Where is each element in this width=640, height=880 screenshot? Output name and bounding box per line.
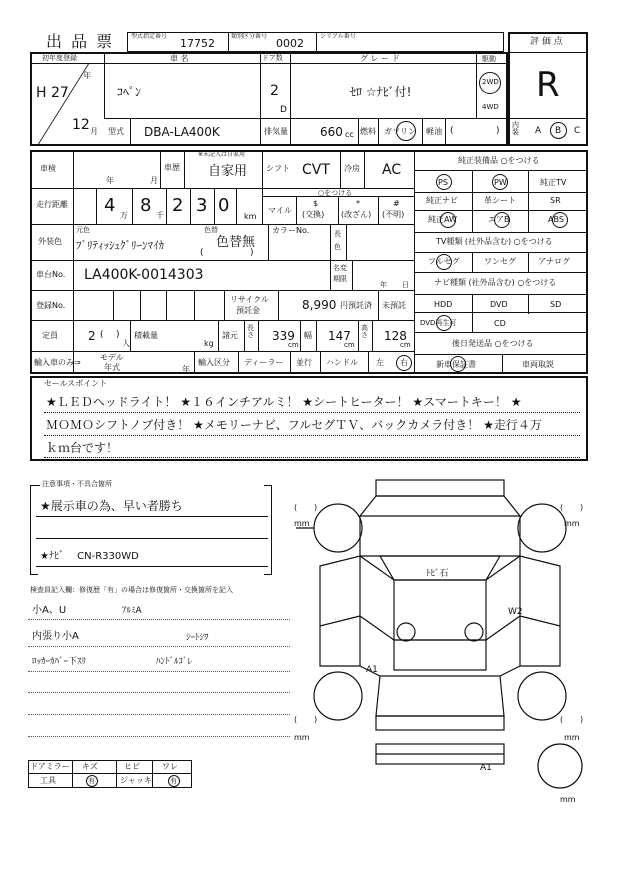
color-number-label: カラーNo.: [272, 226, 310, 235]
mileage-digit-3: 2: [172, 195, 184, 216]
equip-leather: 革シート: [484, 196, 516, 205]
rear-window: [394, 640, 486, 670]
mark-roof-stone-chip: ﾄﾋﾞ石: [426, 569, 449, 579]
unknown-label: (不明): [382, 210, 405, 219]
import-label: 輸入車のみ⇒: [34, 358, 81, 367]
roof: [394, 580, 486, 640]
left-mirror: [397, 623, 415, 641]
inspector-line-3a: ﾛｯｶｰｶﾊﾞｰ下ｽﾘ: [32, 657, 87, 667]
legend-tools-yes-circle: [86, 775, 98, 787]
capacity: 2: [88, 329, 96, 343]
equip-aw: 純正AW: [428, 215, 457, 224]
mile-label: マイル: [268, 206, 292, 215]
legend-scratch: キズ: [82, 762, 98, 771]
handle-left: 左: [376, 358, 384, 367]
import-dealer: ディーラー: [244, 358, 284, 367]
mileage-unit: km: [244, 212, 257, 221]
capacity-unit: 人: [122, 339, 130, 348]
equip-navi: 純正ナビ: [426, 196, 458, 205]
fuel-other-open: (: [450, 126, 454, 136]
model-code: DBA-LA400K: [144, 125, 220, 139]
inspector-label: 検査員記入欄：修復歴「有」の場合は修復箇所・交換箇所を記入: [30, 586, 233, 594]
usage: 自家用: [208, 164, 248, 179]
first-reg-year: H 27: [36, 85, 69, 101]
legend-jack: ジャッキ: [120, 776, 152, 785]
color-char-2: 色: [334, 243, 341, 251]
serial-label: シリアル番号: [320, 33, 356, 40]
capacity-paren-open: (: [100, 330, 104, 340]
model-year-unit: 年: [182, 365, 190, 374]
color-char-1: 長: [334, 230, 341, 238]
tire-mm-fr: mm: [564, 519, 580, 528]
mileage-digit-5: 0: [218, 195, 230, 216]
fuel-gasoline: ガソリン: [384, 127, 416, 136]
first-registration-label: 初年度登録: [42, 54, 77, 62]
legend-jack-yes-circle: [168, 775, 180, 787]
car-name-label: 車 名: [170, 54, 189, 63]
registration-label: 登録No.: [36, 301, 66, 310]
tire-bracket-fr-close: ): [580, 503, 584, 512]
sales-point-line-2: ＭＯＭＯシフトノブ付き！ ★メモリーナビ、フルセグＴＶ、バックカメラ付き！ ★走行４万: [46, 418, 542, 432]
inspector-line-3b: ﾊﾝﾄﾞﾙｺﾞﾚ: [156, 657, 193, 667]
load-label: 積載量: [134, 331, 158, 340]
later-shipment-title: 後日発送品 ○をつける: [452, 339, 534, 348]
category-number: 0002: [276, 37, 304, 50]
first-reg-month: 12: [72, 117, 90, 133]
displacement-unit: cc: [345, 130, 354, 139]
navi-hdd: HDD: [434, 300, 453, 309]
handle-right-circle: [396, 355, 412, 371]
tire-bracket-fl-open: (: [294, 503, 298, 512]
fuel-gasoline-circle: [396, 121, 416, 141]
mileage-digit-2: 8: [140, 195, 152, 216]
later-warranty-circle: [450, 356, 466, 372]
mileage-sen: 千: [156, 211, 164, 220]
mileage-digit-1: 4: [104, 195, 116, 216]
height-value: 128: [384, 329, 407, 343]
name-change-year-unit: 年: [380, 281, 387, 289]
mileage-label: 走行距離: [36, 200, 68, 209]
width-value: 147: [328, 329, 351, 343]
equip-ps: PS: [438, 178, 448, 187]
capacity-paren-close: ): [116, 330, 120, 340]
tv-oneseg: ワンセグ: [484, 257, 516, 266]
equipment-title: 純正装備品 ○をつける: [458, 156, 540, 165]
interior-c: C: [574, 126, 581, 136]
tv-type-title: TV種類 (社外品含む) ○をつける: [436, 237, 553, 246]
interior-b-circle: [550, 122, 567, 139]
tamper-label: (改ざん): [341, 210, 372, 219]
exchange-symbol: $: [313, 199, 319, 208]
right-front-door: [520, 556, 560, 626]
navi-dvd-play-circle: [436, 315, 452, 331]
wheel-rear-left: [314, 672, 362, 720]
fuel-other-close: ): [496, 126, 500, 136]
chassis-label: 車台No.: [36, 270, 66, 279]
front-bumper: [376, 480, 504, 496]
sales-point-line-3: ｋｍ台です！: [46, 441, 119, 455]
usage-note: ※未記入は自家用: [198, 151, 246, 158]
later-manual: 車両取説: [522, 360, 554, 369]
width-label: 幅: [304, 331, 312, 340]
color-change-label: 色替: [204, 226, 218, 234]
usage-label: 車歴: [164, 163, 180, 172]
trunk: [376, 676, 504, 716]
equip-abs: ABS: [548, 215, 564, 224]
equip-sr: SR: [550, 196, 561, 205]
tire-mm-fl: mm: [294, 519, 310, 528]
capacity-label: 定員: [42, 331, 58, 340]
size-label: 諸元: [222, 331, 238, 340]
tv-analog: アナログ: [538, 257, 570, 266]
rear-quarter: [360, 616, 520, 676]
left-front-door: [320, 556, 360, 626]
import-category-label: 輸入区分: [198, 358, 230, 367]
door-type: D: [280, 105, 287, 115]
drive-2wd-circle: [479, 72, 501, 94]
equip-pw-circle: [492, 174, 508, 190]
not-deposited: 未預託: [382, 301, 406, 310]
model-code-label: 型式: [108, 127, 124, 136]
recycle-label-2: 預託金: [236, 306, 260, 315]
width-unit: cm: [344, 341, 355, 349]
tire-mm-spare: mm: [560, 795, 576, 804]
wheel-rear-right: [518, 672, 566, 720]
tv-fullseg-circle: [436, 254, 452, 270]
tire-bracket-fr-open: (: [560, 503, 564, 512]
right-mirror: [465, 623, 483, 641]
model-designation-number: 17752: [180, 37, 215, 50]
notes-line-1: ★展示車の為、早い者勝ち: [40, 499, 183, 513]
name-change-label-1: 名変: [333, 264, 347, 272]
fuel-label: 燃料: [360, 127, 376, 136]
inspector-line-1a: 小A、U: [32, 605, 67, 616]
navi-type-title: ナビ種類 (社外品含む) ○をつける: [434, 278, 557, 287]
first-reg-year-unit: 年: [83, 71, 91, 80]
length-unit: cm: [288, 341, 299, 349]
category-label: 類別区分番号: [231, 33, 268, 40]
model-year-label-2: 年式: [104, 363, 120, 372]
car-damage-diagram: [290, 476, 590, 806]
length-value: 339: [272, 329, 295, 343]
drive-label: 駆動: [482, 55, 496, 63]
legend-door-mirror: ドアミラー: [30, 762, 70, 771]
import-parallel: 並行: [296, 358, 312, 367]
equip-airbag-circle: [494, 212, 510, 228]
wheel-front-left: [314, 504, 362, 552]
exterior-color-label: 外装色: [38, 237, 62, 246]
name-change-day-unit: 日: [402, 281, 409, 289]
navi-dvd: DVD: [490, 300, 508, 309]
load-unit: kg: [204, 339, 214, 348]
original-color: ﾌﾞﾘﾃｨｯｼｭｸﾞﾘｰﾝﾏｲｶ: [76, 239, 164, 252]
tire-mm-rr: mm: [564, 733, 580, 742]
color-paren-open: (: [200, 248, 204, 258]
car-name: ｺﾍﾟﾝ: [117, 85, 142, 99]
notes-line-2: ★ﾅﾋﾞ CN-R330WD: [40, 551, 139, 562]
grade: ｾﾛ ☆ﾅﾋﾞ付!: [350, 85, 412, 99]
equip-ps-circle: [436, 174, 452, 190]
first-reg-month-unit: 月: [90, 127, 98, 136]
model-designation-label: 型式指定番号: [131, 33, 168, 40]
page-title: 出 品 票: [46, 32, 115, 51]
interior-label: 内装: [512, 121, 519, 136]
doors-label: ドア数: [262, 54, 283, 62]
unknown-symbol: #: [393, 199, 400, 208]
hood: [360, 496, 520, 556]
grade-label: グ レ ー ド: [360, 54, 400, 63]
mileage-attach-note: ○をつける: [318, 189, 353, 197]
height-label: 高さ: [361, 324, 368, 339]
navi-cd: CD: [494, 319, 506, 328]
equip-pw: PW: [494, 178, 507, 187]
doors-count: 2: [270, 83, 279, 99]
model-year-label-1: モデル: [100, 353, 124, 362]
drive-4wd: 4WD: [482, 103, 499, 111]
color-change: 色替無: [216, 235, 256, 250]
equip-abs-circle: [552, 212, 568, 228]
handle-right: 右: [400, 358, 408, 367]
inspection-month-unit: 月: [150, 176, 158, 185]
legend-crack: ヒビ: [124, 762, 140, 771]
rating-label: 評 価 点: [530, 37, 563, 47]
color-paren-close: ): [250, 248, 254, 258]
legend-jack-yes: 有: [170, 777, 177, 785]
navi-dvd-play: DVD再生可: [420, 319, 457, 327]
shift-label: シフト: [266, 164, 290, 173]
mileage-man: 万: [120, 211, 128, 220]
mark-a1-left: A1: [366, 665, 378, 675]
inspector-line-2a: 内張り小A: [32, 631, 79, 642]
ac: AC: [382, 162, 402, 178]
mileage-digit-4: 3: [196, 195, 208, 216]
inspector-line-1b: ｱﾙﾐA: [122, 606, 142, 616]
recycle-unit: 円預託済: [340, 301, 372, 310]
mark-a1-bottom: A1: [480, 763, 492, 773]
exchange-label: (交換): [302, 210, 325, 219]
chassis-number: LA400K-0014303: [84, 267, 204, 283]
handle-label: ハンドル: [326, 358, 358, 367]
tire-mm-rl: mm: [294, 733, 310, 742]
inspection-label: 車検: [40, 164, 56, 173]
navi-sd: SD: [550, 300, 562, 309]
rear-bumper: [376, 716, 504, 730]
inspection-year-unit: 年: [106, 176, 114, 185]
drive-2wd: 2WD: [482, 78, 499, 86]
recycle-label-1: リサイクル: [230, 295, 269, 304]
original-color-label: 元色: [76, 226, 90, 234]
tv-fullseg: フルセグ: [428, 257, 460, 266]
sales-point-label: セールスポイント: [44, 379, 108, 388]
length-label: 長さ: [247, 324, 254, 339]
recycle-amount: 8,990: [302, 298, 337, 312]
tire-bracket-rr-open: (: [560, 715, 564, 724]
equip-airbag: エアB: [488, 215, 510, 224]
sales-point-line-1: ★ＬＥＤヘッドライト！ ★１６インチアルミ！ ★シートヒーター！ ★スマートキー！ ★: [46, 395, 522, 409]
equip-tv: 純正TV: [540, 178, 567, 187]
name-change-label-2: 期限: [333, 275, 347, 283]
tire-bracket-rl-close: ): [314, 715, 318, 724]
wheel-front-right: [518, 504, 566, 552]
tire-bracket-rl-open: (: [294, 715, 298, 724]
tire-bracket-rr-close: ): [580, 715, 584, 724]
height-unit: cm: [400, 341, 411, 349]
legend-tools: 工具: [40, 776, 56, 785]
equip-aw-circle: [440, 212, 456, 228]
displacement-label: 排気量: [264, 127, 288, 136]
displacement: 660: [320, 125, 343, 139]
interior-b: B: [555, 126, 562, 136]
interior-a: A: [535, 126, 542, 136]
legend-break: ワレ: [162, 762, 178, 771]
notes-label: 注意事項・不具合箇所: [42, 480, 112, 488]
ac-label: 冷房: [344, 164, 360, 173]
rating-value: R: [536, 65, 560, 105]
mark-w2: W2: [508, 607, 523, 617]
fuel-light-oil: 軽油: [426, 127, 442, 136]
legend-tools-yes: 有: [88, 777, 95, 785]
shift: CVT: [302, 162, 330, 178]
tamper-symbol: *: [356, 199, 360, 208]
spare-wheel: [538, 744, 582, 788]
inspector-line-2b: ｼｰﾄｼﾜ: [186, 633, 209, 643]
later-warranty: 新車保証書: [436, 360, 476, 369]
tire-bracket-fl-close: ): [314, 503, 318, 512]
